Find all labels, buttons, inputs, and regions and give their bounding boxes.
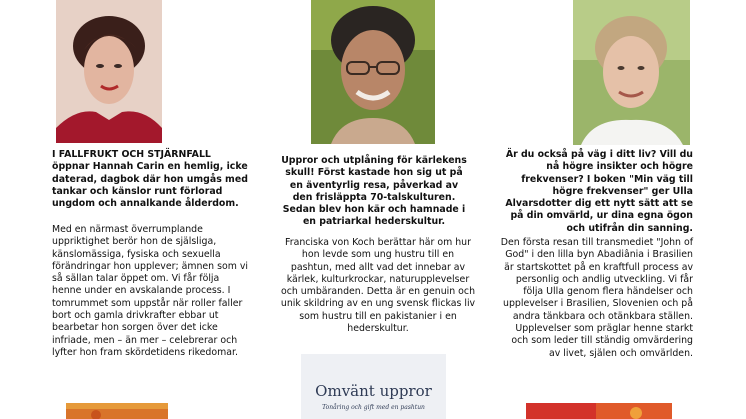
cover-subtitle: Tonåring och gift med en pashtun — [322, 404, 425, 411]
cover-title: Omvänt uppror — [315, 382, 432, 400]
article-body: Med en närmast överrumplande uppriktighet berör hon de själsliga, känslomässiga, fysiska och sexuella förändringar hon upplever; ämnen som vi så sällan talar öppet om. Vi får följa henne under en avskalande process. I tomrummet som uppstår när roller faller bort och gamla drivkrafter ebbar ut bearbetar hon sorgen över det icke infriade, men – än mer – celebrerar och lyfter hon fram skördetidens rikedomar. — [52, 224, 248, 358]
author-photo-hannah-carin — [56, 0, 162, 143]
article-intro: Uppror och utplåning för kärlekens skull! Först kastade hon sig ut på en äventyrlig resa, påverkad av den frisläppta 70-talskulturen. Sedan blev hon kär och hamnade i en patriarkal hederskultur. — [281, 155, 467, 228]
article-intro: Är du också på väg i ditt liv? Vill du nå högre insikter och högre frekvenser? I boken "Min väg till högre frekvenser" ger Ulla Alvarsdotter dig ett nytt sätt att se på din omvärld, ur dina egna ögon och utifrån din sanning. — [505, 149, 693, 234]
book-cover-min-vag[interactable] — [526, 403, 672, 419]
author-photo-franciska-von-koch — [311, 0, 435, 144]
article-body: Franciska von Koch berättar här om hur hon levde som ung hustru till en pashtun, med allt vad det innebar av kärlek, kulturkrockar, naturupplevelser och umbäranden. Detta är en genuin och unik skildring av en ung svensk flickas liv som hustru till en pakistanier i en hederskultur. — [280, 237, 476, 335]
author-photo-ulla-alvarsdotter — [573, 0, 690, 145]
article-body: Den första resan till transmediet "John of God" i den lilla byn Abadiânia i Brasilien är startskottet på en kraftfull process av personlig och andlig utveckling. Vi får följa Ulla genom flera händelser och upplevelser i Brasilien, Slovenien och på andra tänkbara och otänkbara ställen. Upplevelser som präglar henne starkt och som leder till ständig omvärdering av livet, själen och omvärlden. — [500, 237, 693, 359]
book-cover-fallfrukt[interactable] — [66, 403, 168, 419]
book-cover-omvant-uppror[interactable] — [301, 354, 446, 419]
article-intro: I FALLFRUKT OCH STJÄRNFALL öppnar Hannah Carin en hemlig, icke daterad, dagbok där hon umgås med tankar och känslor runt förlorad ungdom och annalkande ålderdom. — [52, 149, 248, 210]
